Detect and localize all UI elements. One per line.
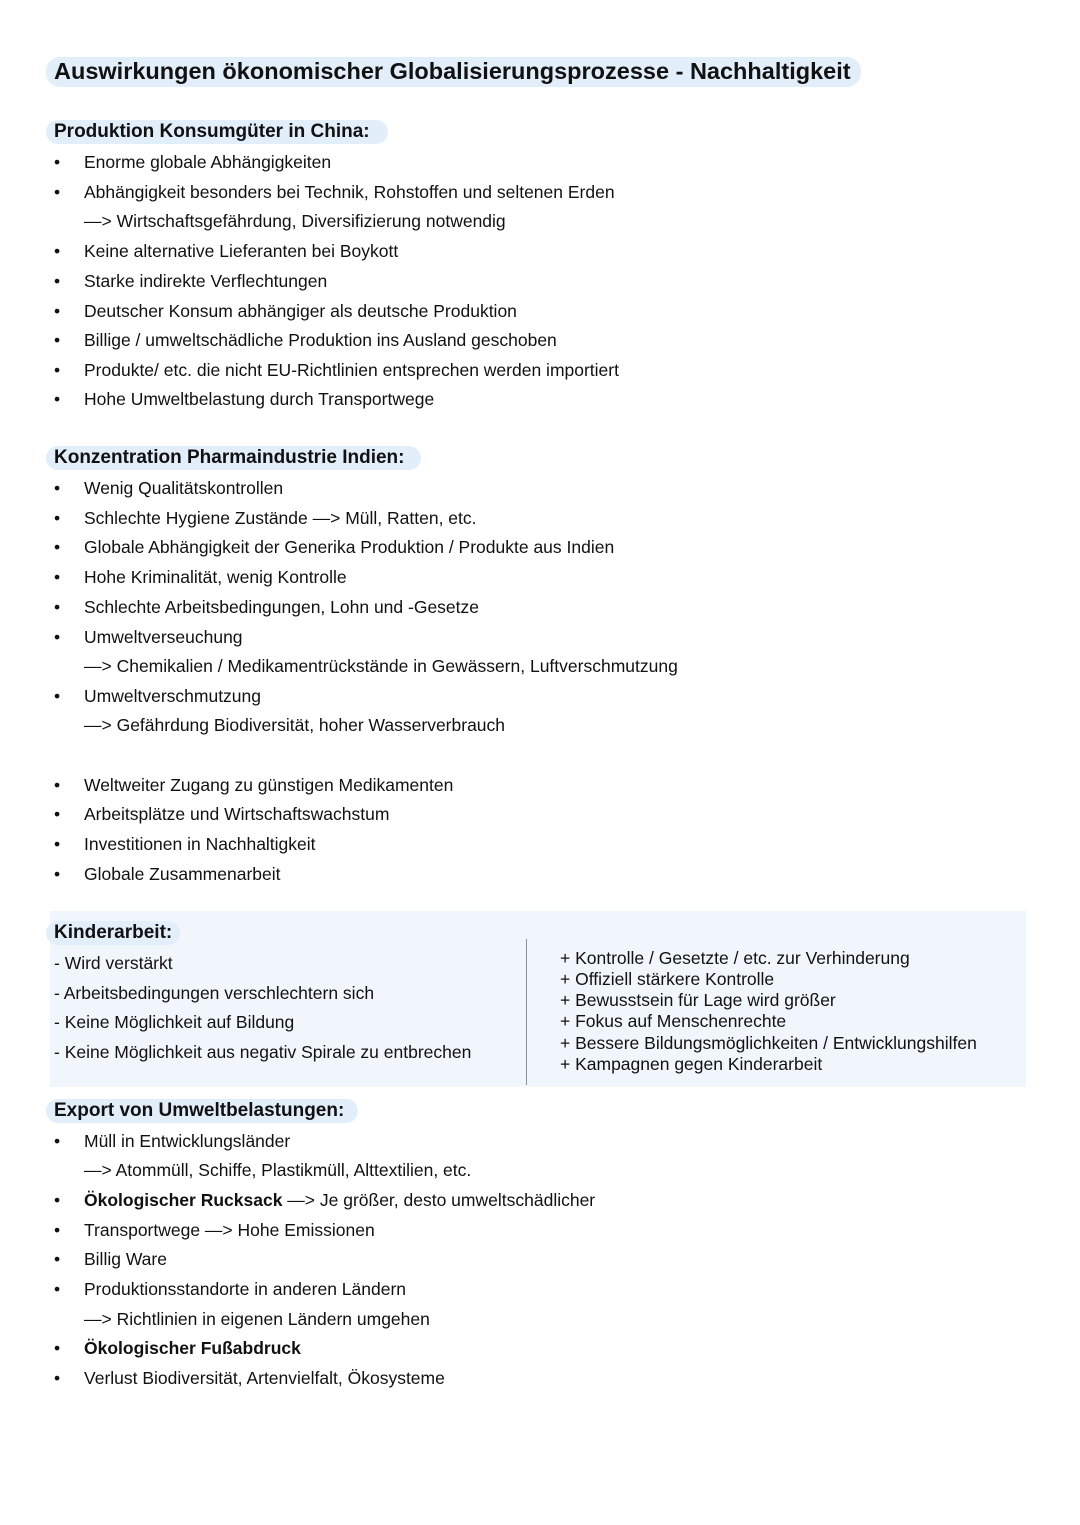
positive-item: + Offiziell stärkere Kontrolle bbox=[560, 969, 775, 989]
positive-item: + Kampagnen gegen Kinderarbeit bbox=[560, 1054, 823, 1074]
section-heading-china: Produktion Konsumgüter in China: bbox=[54, 121, 370, 142]
positive-item: + Fokus auf Menschenrechte bbox=[560, 1011, 787, 1031]
bullet: • bbox=[54, 567, 61, 587]
term-bold: Ökologischer Rucksack bbox=[84, 1190, 283, 1210]
section-heading-export: Export von Umweltbelastungen: bbox=[54, 1100, 345, 1121]
bullet: • bbox=[54, 1249, 61, 1269]
positive-item: + Bewusstsein für Lage wird größer bbox=[560, 990, 836, 1010]
negative-item: - Wird verstärkt bbox=[54, 953, 173, 973]
bullet: • bbox=[54, 182, 61, 202]
bullet: • bbox=[54, 360, 61, 380]
bullet: • bbox=[54, 1368, 61, 1388]
bullet: • bbox=[54, 597, 61, 617]
bullet: • bbox=[54, 271, 61, 291]
bullet: • bbox=[54, 301, 61, 321]
bullet: • bbox=[54, 804, 61, 824]
section-heading-india: Konzentration Pharmaindustrie Indien: bbox=[54, 447, 405, 468]
column-divider bbox=[526, 939, 527, 1085]
bullet: • bbox=[54, 775, 61, 795]
negative-item: - Keine Möglichkeit auf Bildung bbox=[54, 1012, 295, 1032]
page-title: Auswirkungen ökonomischer Globalisierungsprozesse - Nachhaltigkeit bbox=[54, 58, 851, 84]
bullet: • bbox=[54, 537, 61, 557]
bullet: • bbox=[54, 152, 61, 172]
bullet: • bbox=[54, 1220, 61, 1240]
bullet: • bbox=[54, 478, 61, 498]
bullet: • bbox=[54, 627, 61, 647]
section-heading-kinderarbeit: Kinderarbeit: bbox=[54, 922, 173, 943]
bullet: • bbox=[54, 508, 61, 528]
bullet: • bbox=[54, 864, 61, 884]
bullet: • bbox=[54, 330, 61, 350]
bullet: • bbox=[54, 686, 61, 706]
positive-item: + Bessere Bildungsmöglichkeiten / Entwicklungshilfen bbox=[560, 1033, 977, 1053]
negative-item: - Arbeitsbedingungen verschlechtern sich bbox=[54, 983, 375, 1003]
bullet: • bbox=[54, 1338, 61, 1358]
term-bold: Ökologischer Fußabdruck bbox=[84, 1338, 301, 1358]
bullet: • bbox=[54, 834, 61, 854]
bullet: • bbox=[54, 389, 61, 409]
bullet: • bbox=[54, 1131, 61, 1151]
positive-item: + Kontrolle / Gesetzte / etc. zur Verhinderung bbox=[560, 948, 910, 968]
negative-item: - Keine Möglichkeit aus negativ Spirale zu entbrechen bbox=[54, 1042, 472, 1062]
bullet: • bbox=[54, 1190, 61, 1210]
bullet: • bbox=[54, 1279, 61, 1299]
bullet: • bbox=[54, 241, 61, 261]
